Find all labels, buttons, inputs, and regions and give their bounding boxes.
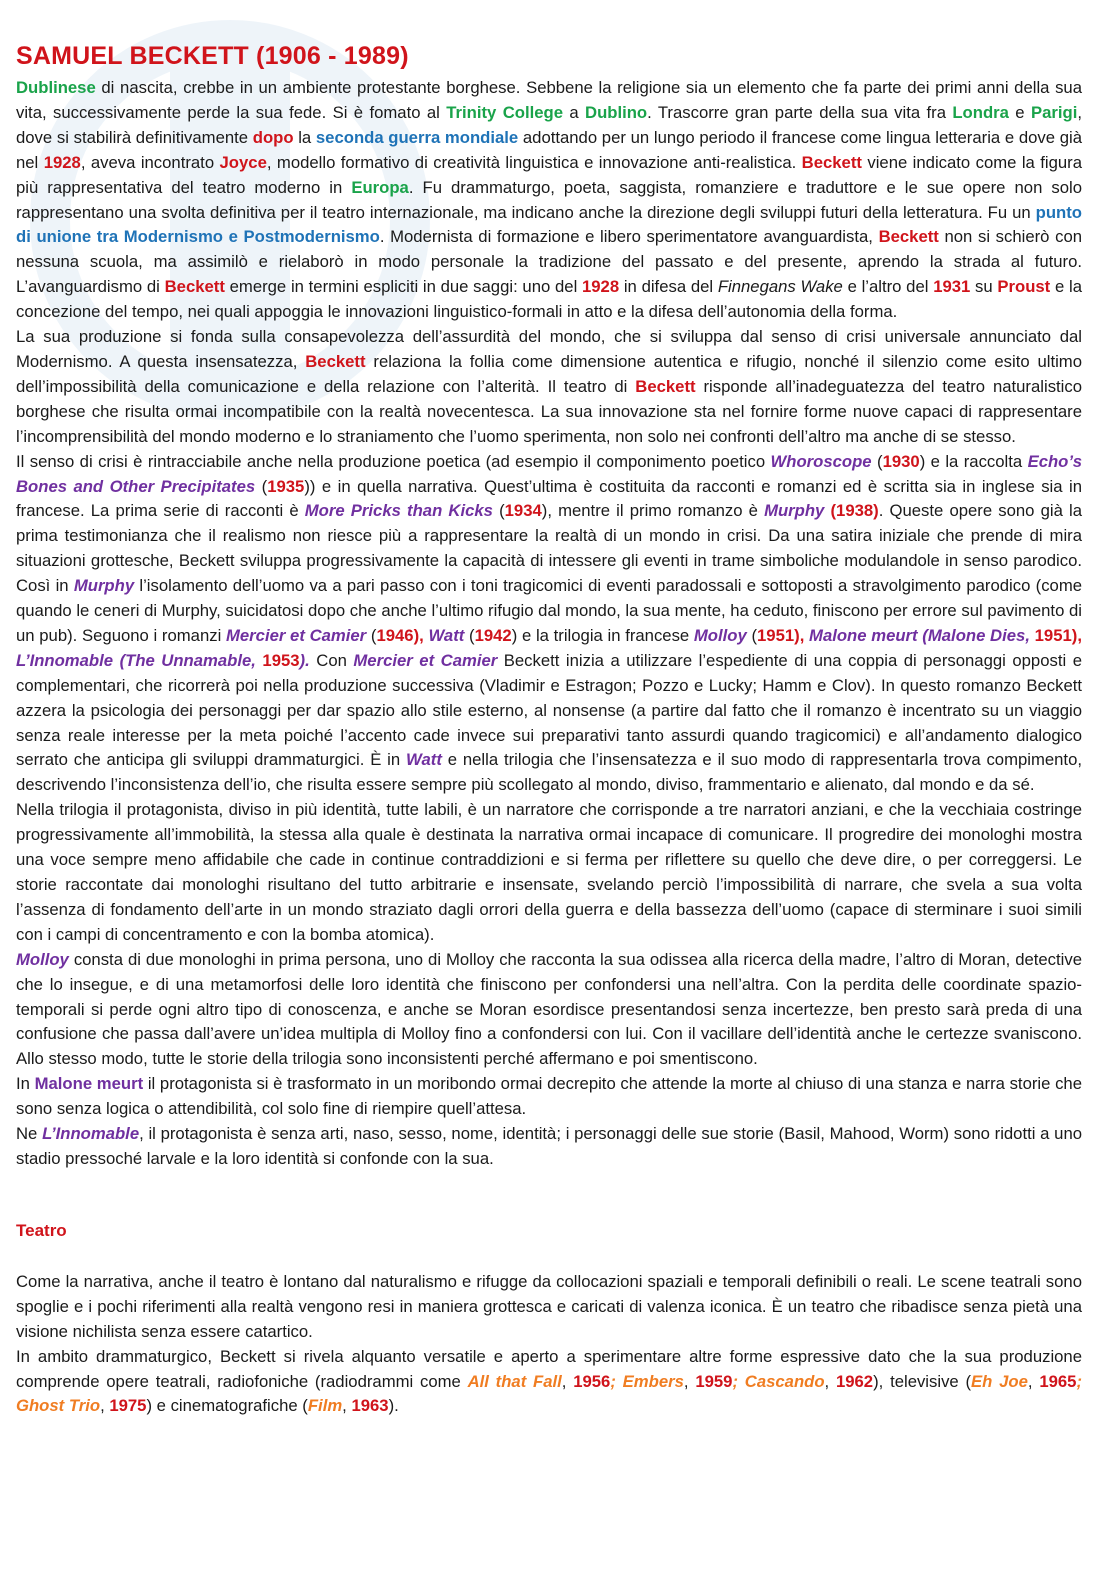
highlight-text: 1930: [882, 451, 920, 471]
page-title: SAMUEL BECKETT (1906 - 1989): [16, 42, 409, 70]
highlight-text: 1946: [376, 625, 414, 645]
body-text: ,: [824, 1371, 836, 1391]
title-text: Finnegans Wake: [717, 277, 843, 297]
body-text: ,: [683, 1371, 696, 1391]
work-title: All that Fall: [467, 1371, 562, 1391]
body-text: , aveva incontrato: [80, 152, 220, 172]
work-title: Watt: [406, 750, 442, 770]
body-text: Ne: [16, 1124, 43, 1144]
work-title: Murphy: [764, 501, 825, 521]
body-text: . Fu drammaturgo, poeta, saggista, romanziere e traduttore e le sue opere non solo rappresentano una svolta definitiva per il teatro internazionale, ma indicano anche la direzione degli sviluppi futuri della letteratura. Fu un: [16, 177, 1082, 222]
body-text: ,: [100, 1396, 110, 1416]
body-text: Con: [309, 650, 354, 670]
highlight-text: 1975: [109, 1396, 147, 1416]
body-text: ,: [1027, 1371, 1040, 1391]
highlight-text: Londra: [952, 102, 1009, 122]
document-page: [16, 40, 1082, 1419]
body-text: relaziona la follia come dimensione autentica e rifugio, nonché il silenzio come esito ultimo dell’impossibilità della comunicazione e della relazione con l’alterità. Il teatro di: [16, 351, 1082, 396]
body-text: a: [562, 102, 586, 122]
highlight-text: Beckett: [635, 376, 696, 396]
body-text: viene indicato come la figura più rappresentativa del teatro moderno in: [16, 152, 1082, 197]
highlight-text: seconda guerra mondiale: [315, 127, 519, 147]
work-title: ).: [299, 650, 310, 670]
highlight-text: ),: [1071, 625, 1082, 645]
body-text: ).: [388, 1396, 399, 1416]
work-title: Echo’s Bones and Other Precipitates: [16, 451, 1082, 496]
body-text: (: [464, 625, 475, 645]
highlight-text: Trinity College: [446, 102, 563, 122]
highlight-text: 1959: [695, 1371, 733, 1391]
work-title: L’Innomable: [42, 1124, 140, 1144]
work-title: Murphy: [73, 576, 135, 596]
paragraph-production: [16, 325, 1082, 450]
body-text: , dove si stabilirà definitivamente: [16, 102, 1082, 147]
work-title: ;: [732, 1371, 745, 1391]
body-text: . Trascorre gran parte della sua vita fra: [647, 102, 953, 122]
body-text: e la concezione del tempo, nei quali appoggia le innovazioni linguistico-formali in atto e la difesa dell’autonomia della forma.: [16, 277, 1082, 322]
highlight-text: Dublino: [585, 102, 648, 122]
work-title: Whoroscope: [770, 451, 872, 471]
highlight-text: (1938): [830, 501, 879, 521]
highlight-text: punto di unione tra Modernismo e Postmodernismo: [16, 202, 1082, 247]
highlight-text: 1965: [1039, 1371, 1077, 1391]
body-text: la: [293, 127, 316, 147]
body-text: ,: [561, 1371, 574, 1391]
body-text: su: [970, 277, 998, 297]
work-title: (: [113, 650, 126, 670]
work-title: Molloy: [16, 949, 69, 969]
work-title: The Unnamable: [125, 650, 252, 670]
work-title: ,: [251, 650, 263, 670]
body-text: , modello formativo di creatività linguistica e innovazione anti-realistica.: [266, 152, 802, 172]
body-text: in difesa del: [619, 277, 718, 297]
paragraph-theatre-forms: [16, 1345, 1082, 1420]
work-title: More Pricks than Kicks: [304, 501, 493, 521]
work-title: Ghost Trio: [16, 1396, 101, 1416]
paragraph-malone: [16, 1072, 1082, 1122]
body-text: . Modernista di formazione e libero sperimentatore avanguardista,: [379, 227, 879, 247]
body-text: ), televisive (: [873, 1371, 972, 1391]
body-text: , il protagonista è senza arti, naso, sesso, nome, identità; i personaggi delle sue storie (Basil, Mahood, Worm) sono ridotti a uno stadio pressoché larvale e la loro identità si confonde con la sua.: [16, 1124, 1083, 1168]
highlight-text: 1951: [1034, 625, 1072, 645]
body-text: . Queste opere sono già la prima testimonianza che il realismo non riesce più a rappresentare la realtà di un mondo in crisi. Da una satira iniziale che prende di mira situazioni grottesche, Beckett sviluppa progressivamente la capacità di intessere gli eventi in trame simboliche modulandole in senso parodico. Così in: [16, 501, 1082, 596]
work-title: Malone Dies: [927, 625, 1026, 645]
body-text: adottando per un lungo periodo il francese come lingua letteraria e dove già nel: [16, 127, 1082, 172]
body-text: l’isolamento dell’uomo va a pari passo con i toni tragicomici di eventi paradossali e sottoposti a stravolgimento parodico (come quando le ceneri di Murphy, suicidatosi dopo che anche l’ultimo rifugio dal mondo, la sua mente, ha ceduto, finiscono per errore sul pavimento di un pub). Seguono i romanzi: [16, 576, 1082, 645]
body-text: (: [255, 476, 268, 496]
highlight-text: 1953: [262, 650, 300, 670]
highlight-text: Beckett: [801, 152, 862, 172]
work-title: ,: [1025, 625, 1035, 645]
highlight-text: 1962: [835, 1371, 874, 1391]
highlight-text: 1934: [504, 501, 542, 521]
highlight-text: 1935: [267, 476, 305, 496]
highlight-text: Beckett: [878, 227, 939, 247]
highlight-text: Parigi: [1030, 102, 1078, 122]
body-text: Beckett inizia a utilizzare l’espediente di una coppia di personaggi opposti e complementari, che ricorrerà poi nella produzione successiva (Vladimir e Estragon; Pozzo e Lucky; Hamm e Clov). In questo romanzo Beckett azzera la psicologia dei personaggi per dar spazio allo stile esterno, al nonsense (a partire dal fatto che il romanzo è incentrato su un viaggio senza reale interesse per la meta poiché l’accento cade invece sui preparativi tanto assurdi quando tragicomici) e all’andamento dialogico serrato che anticipa gli sviluppi drammaturgici. È in: [16, 650, 1082, 770]
body-text: e: [1008, 102, 1031, 122]
work-title: Watt: [428, 625, 465, 645]
highlight-text: Dublinese: [16, 78, 96, 97]
body-text: (: [366, 625, 377, 645]
body-text: )) e in quella narrativa. Quest’ultima è costituita da racconti e romanzi ed è scritta sia in inglese sia in francese. La prima serie di racconti è: [16, 476, 1082, 521]
body-text: La sua produzione si fonda sulla consapevolezza dell’assurdità del mondo, che si sviluppa dal senso di crisi universale annunciato dal Modernismo. A questa insensatezza,: [16, 327, 1082, 371]
body-text: emerge in termini espliciti in due saggi: uno del: [224, 277, 582, 297]
highlight-text: 1942: [474, 625, 512, 645]
body-text: ,: [342, 1396, 352, 1416]
body-text: ) e la trilogia in francese: [511, 625, 694, 645]
work-title: ;: [1076, 1371, 1082, 1391]
work-title: Malone meurt: [809, 625, 918, 645]
highlight-text: 1928: [582, 277, 620, 297]
body-text: ) e la raccolta: [919, 451, 1028, 471]
highlight-text: 1956: [573, 1371, 611, 1391]
body-text: (: [746, 625, 758, 645]
highlight-text: ),: [413, 625, 429, 645]
work-title: Mercier et Camier: [353, 650, 498, 670]
work-title: Mercier et Camier: [225, 625, 367, 645]
body-text: e nella trilogia che l’insensatezza e il suo modo di rappresentarla trova compimento, descrivendo l’inconsistenza dell’io, che risulta essere sempre più scollegato al mondo, diviso, frammentario e alienato, dal mondo e da sé.: [16, 750, 1082, 795]
highlight-text: Europa: [351, 177, 409, 197]
work-title: L’Innomable: [16, 650, 114, 670]
work-title: (: [917, 625, 928, 645]
body-text: In ambito drammaturgico, Beckett si rivela alquanto versatile e aperto a sperimentare altre forme espressive dato che la sua produzione comprende opere teatrali, radiofoniche (radiodrammi come: [16, 1346, 1082, 1391]
work-title: ;: [610, 1371, 623, 1391]
work-title: Malone meurt: [34, 1074, 144, 1094]
work-title: Molloy: [693, 625, 747, 645]
work-title: Cascando: [744, 1371, 825, 1391]
body-text: di nascita, crebbe in un ambiente protestante borghese. Sebbene la religione sia un elemento che fa parte dei primi anni della sua vita, successivamente perde la sua fede. Si è fomato al: [16, 78, 1082, 122]
body-text: il protagonista si è trasformato in un moribondo ormai decrepito che attende la morte al chiuso di una stanza e narra storie che sono senza logica o attendibilità, col solo fine di riempire quell’attesa.: [16, 1074, 1082, 1119]
body-text: ), mentre il primo romanzo è: [541, 501, 765, 521]
highlight-text: 1963: [351, 1396, 389, 1416]
highlight-text: Proust: [997, 277, 1051, 297]
body-text: Il senso di crisi è rintracciabile anche nella produzione poetica (ad esempio il componimento poetico: [16, 451, 771, 471]
highlight-text: Beckett: [164, 277, 225, 297]
paragraph-innomable: [16, 1122, 1082, 1172]
highlight-text: 1928: [43, 152, 81, 172]
body-text: (: [492, 501, 505, 521]
work-title: Film: [307, 1396, 343, 1416]
paragraph-narrative: [16, 450, 1082, 799]
highlight-text: 1951: [757, 625, 795, 645]
body-text: In: [16, 1074, 35, 1094]
paragraph-molloy: [16, 948, 1082, 1073]
body-text: ) e cinematografiche (: [146, 1396, 308, 1416]
body-text: (: [871, 451, 883, 471]
highlight-text: 1931: [933, 277, 971, 297]
work-title: Embers: [622, 1371, 684, 1391]
section-heading-teatro: Teatro: [16, 1220, 67, 1240]
highlight-text: Joyce: [219, 152, 267, 172]
paragraph-theatre-intro: Come la narrativa, anche il teatro è lontano dal naturalismo e rifugge da collocazioni spaziali e temporali definibili o reali. Le scene teatrali sono spoglie e i pochi riferimenti alla realtà vengono resi in maniera grottesca e caricati di valenza iconica. È un teatro che ribadisce senza pietà una visione nichilista senza essere catartico.: [16, 1271, 1082, 1341]
body-text: e l’altro del: [842, 277, 934, 297]
work-title: Eh Joe: [971, 1371, 1028, 1391]
body-text: risponde all’inadeguatezza del teatro naturalistico borghese che risulta ormai incompatibile con la realtà novecentesca. La sua innovazione sta nel fornire forme nuove capaci di rappresentare l’incomprensibilità del mondo moderno e lo straniamento che l’uomo sperimenta, non solo nei confronti dell’altro ma anche di se stesso.: [16, 376, 1083, 446]
body-text: non si schierò con nessuna scuola, ma assimilò e rielaborò in modo personale la tradizione del passato e del presente, aprendo la strada al futuro. L’avanguardismo di: [16, 227, 1083, 297]
body-text: consta di due monologhi in prima persona, uno di Molloy che racconta la sua odissea alla ricerca della madre, l’altro di Moran, detective che lo insegue, e di una metamorfosi delle loro identità che finiscono per confondersi una nell’altra. Con la perdita delle coordinate spazio-temporali si perde ogni altro tipo di conoscenza, e anche se Moran esordisce presentandosi senza incertezze, ben presto sarà preda di una confusione che passa dall’avere un’idea multipla di Molloy fino a confondersi con lui. Con il vacillare dell’identità anche le certezze svaniscono. Allo stesso modo, tutte le storie della trilogia sono inconsistenti perché affermano e poi smentiscono.: [16, 949, 1082, 1069]
paragraph-trilogy: Nella trilogia il protagonista, diviso in più identità, tutte labili, è un narratore che corrisponde a tre narratori anziani, e che la vecchiaia costringe progressivamente all’immobilità, la stessa alla quale è destinata la narrativa ormai incapace di comunicare. Il progredire dei monologhi mostra una voce sempre meno affidabile che cade in continue contraddizioni e si ferma per riflettere su quello che deve dire, o per correggersi. Le storie raccontate dai monologhi risultano del tutto arbitrarie e insensate, svelando perciò l’impossibilità di narrare, che svela a sua volta l’assenza di fondamento dell’arte in un mondo straziato dagli orrori della guerra e della bassezza dell’uomo (capace di sterminare i suoi simili con i campi di concentramento e con la bomba atomica).: [16, 800, 1082, 944]
highlight-text: ),: [794, 625, 810, 645]
paragraph-biography: [16, 76, 1082, 325]
highlight-text: dopo: [252, 127, 294, 147]
highlight-text: Beckett: [305, 351, 366, 371]
